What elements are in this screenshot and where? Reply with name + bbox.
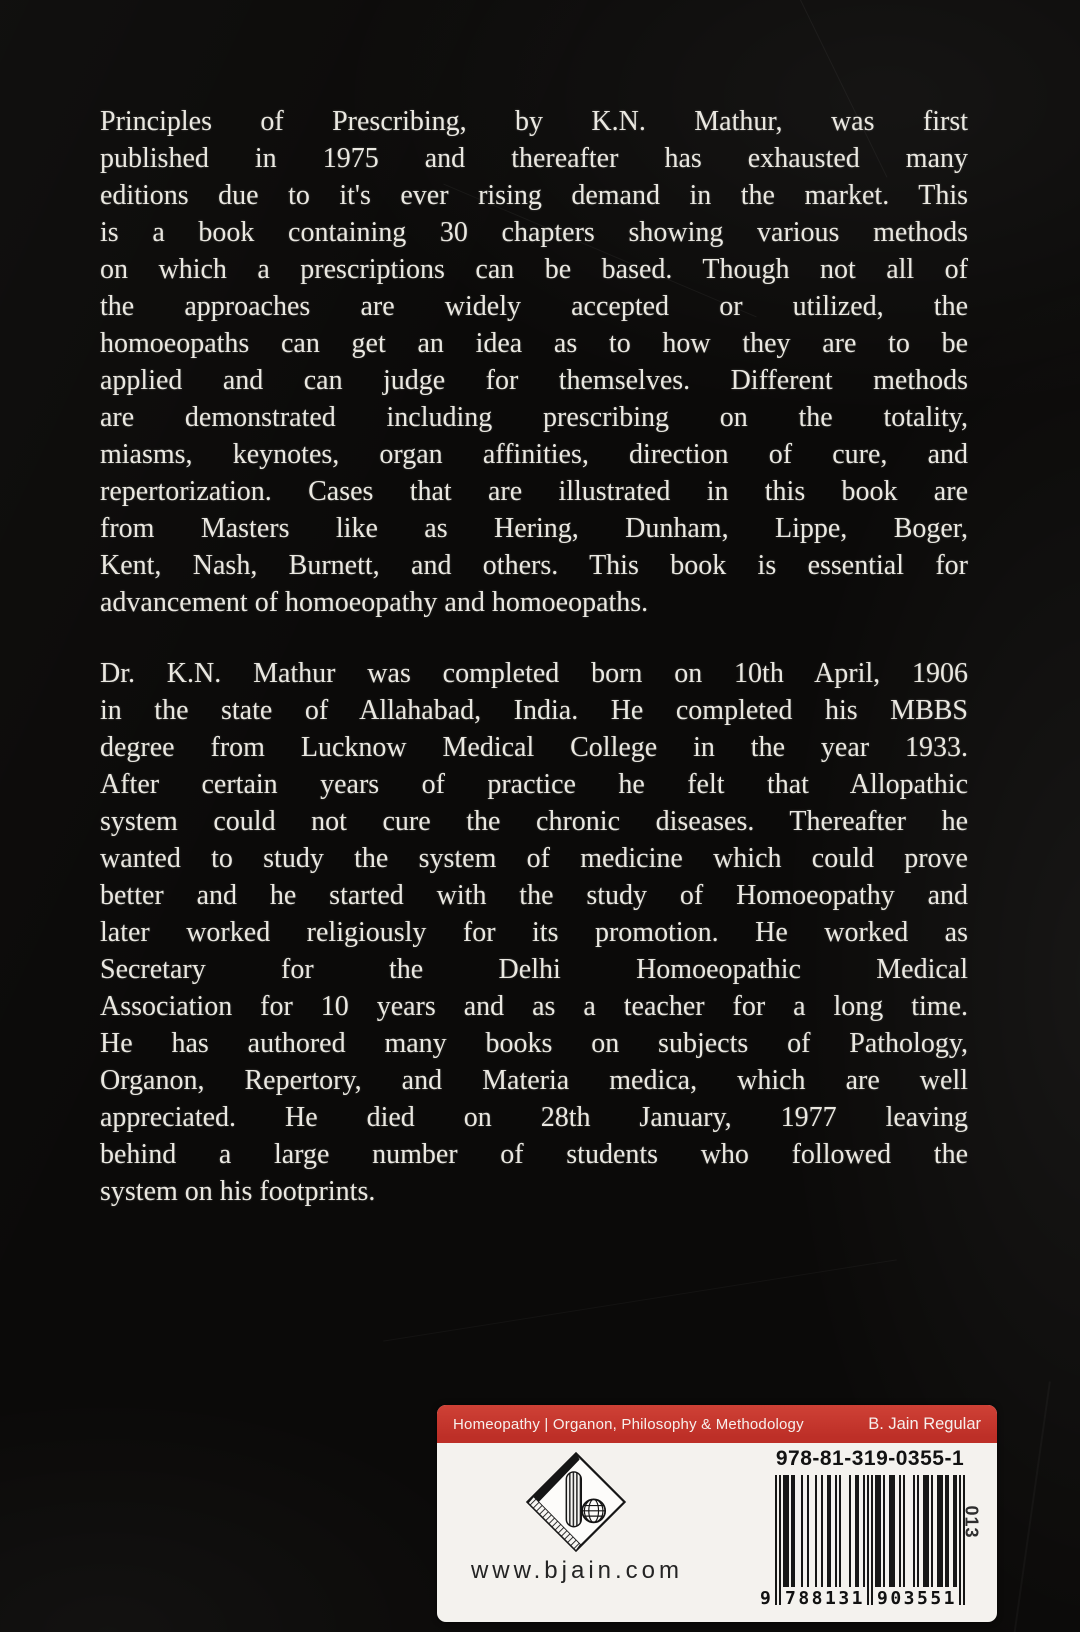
barcode-module (963, 1475, 965, 1605)
about-book-line: miasms, keynotes, organ affinities, direction of cure, and (100, 439, 968, 470)
about-author-line: Secretary for the Delhi Homoeopathic Medical (100, 954, 968, 985)
barcode-digit-group: 903551 (877, 1588, 958, 1609)
publisher-website-text: www.bjain.com (470, 1557, 684, 1584)
about-book-line: applied and can judge for themselves. Different methods (100, 365, 968, 396)
about-author-line: wanted to study the system of medicine which could prove (100, 843, 968, 874)
about-book-line: repertorization. Cases that are illustrated in this book are (100, 476, 968, 507)
category-bar (437, 1405, 997, 1443)
category-text: Homeopathy | Organon, Philosophy & Methodology (453, 1415, 804, 1433)
about-book-line: editions due to it's ever rising demand in the market. This (100, 180, 968, 211)
isbn-text: 978-81-319-0355-1 (775, 1447, 965, 1470)
about-author-line: appreciated. He died on 28th January, 1977 leaving (100, 1102, 968, 1133)
about-author-line: He has authored many books on subjects of Pathology, (100, 1028, 968, 1059)
about-book-line: are demonstrated including prescribing on the totality, (100, 402, 968, 433)
about-book-line: on which a prescriptions can be based. Though not all of (100, 254, 968, 285)
about-book-line: the approaches are widely accepted or utilized, the (100, 291, 968, 322)
about-author-line: degree from Lucknow Medical College in the year 1933. (100, 732, 968, 763)
about-book-paragraph (100, 103, 968, 621)
about-author-line: behind a large number of students who followed the (100, 1139, 968, 1170)
barcode-digit-group: 788131 (785, 1588, 866, 1609)
about-author-line: Association for 10 years and as a teacher for a long time. (100, 991, 968, 1022)
barcode-bars (775, 1475, 965, 1605)
about-author-line: in the state of Allahabad, India. He completed his MBBS (100, 695, 968, 726)
about-author-line: system on his footprints. (100, 1176, 376, 1207)
about-book-line: Kent, Nash, Burnett, and others. This book is essential for (100, 550, 968, 581)
about-author-line: Dr. K.N. Mathur was completed born on 10th April, 1906 (100, 658, 968, 689)
bjain-logo-icon (523, 1449, 629, 1555)
about-author-line: After certain years of practice he felt that Allopathic (100, 769, 968, 800)
label-body (437, 1443, 997, 1622)
barcode-block (760, 1447, 965, 1615)
paragraph-gap (100, 621, 968, 655)
barcode-digit-group: 9 (760, 1588, 771, 1609)
scratch-mark (383, 1259, 897, 1341)
scratch-mark (1007, 1381, 1051, 1632)
about-author-line: Organon, Repertory, and Materia medica, which are well (100, 1065, 968, 1096)
about-book-line: published in 1975 and thereafter has exhausted many (100, 143, 968, 174)
publisher-series-text: B. Jain Regular (868, 1414, 981, 1433)
about-book-line: homoeopaths can get an idea as to how they are to be (100, 328, 968, 359)
about-book-line: Principles of Prescribing, by K.N. Mathur, was first (100, 106, 968, 137)
back-cover-text (100, 103, 968, 1210)
print-run-code: 013 (961, 1505, 982, 1539)
about-book-line: is a book containing 30 chapters showing various methods (100, 217, 968, 248)
about-author-paragraph (100, 655, 968, 1210)
about-author-line: better and he started with the study of Homoeopathy and (100, 880, 968, 911)
about-author-line: later worked religiously for its promotion. He worked as (100, 917, 968, 948)
about-book-line: advancement of homoeopathy and homoeopaths. (100, 587, 649, 618)
publisher-label (437, 1405, 997, 1622)
about-author-line: system could not cure the chronic diseases. Thereafter he (100, 806, 968, 837)
about-book-line: from Masters like as Hering, Dunham, Lippe, Boger, (100, 513, 968, 544)
